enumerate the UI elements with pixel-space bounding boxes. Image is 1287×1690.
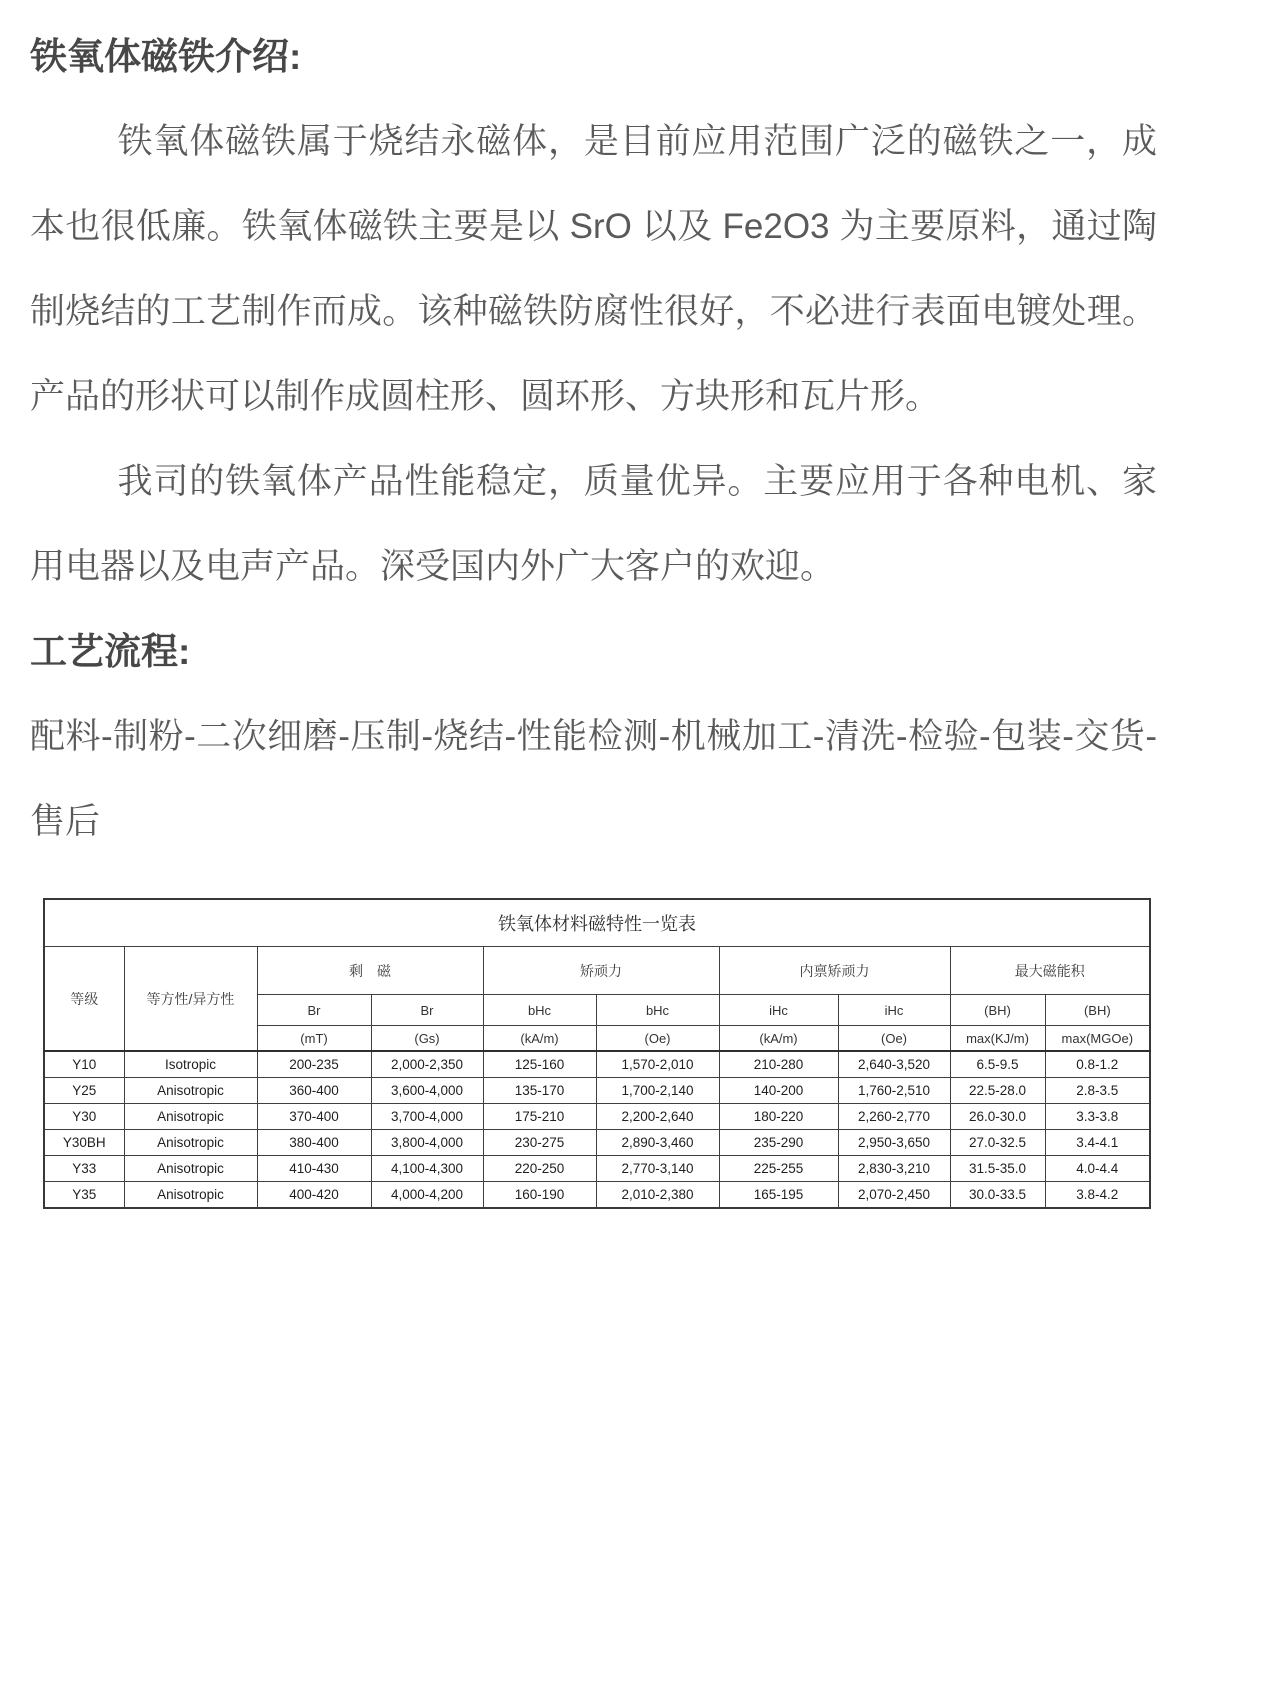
properties-table xyxy=(43,898,1151,1209)
table-cell: Y35 xyxy=(44,1182,124,1209)
table-cell: 225-255 xyxy=(719,1156,838,1182)
table-cell: 2,260-2,770 xyxy=(838,1104,950,1130)
group-header-remanence: 剩 磁 xyxy=(257,947,483,995)
table-cell: 1,760-2,510 xyxy=(838,1078,950,1104)
table-cell: 22.5-28.0 xyxy=(950,1078,1045,1104)
table-cell: 2,770-3,140 xyxy=(596,1156,719,1182)
table-cell: 4,100-4,300 xyxy=(371,1156,483,1182)
process-flow-text: 配料-制粉-二次细磨-压制-烧结-性能检测-机械加工-清洗-检验-包装-交货-售后 xyxy=(30,717,1157,841)
table-cell: 370-400 xyxy=(257,1104,371,1130)
table-cell: 380-400 xyxy=(257,1130,371,1156)
group-header-intrinsic-coercivity: 内禀矫顽力 xyxy=(719,947,950,995)
table-cell: 3,800-4,000 xyxy=(371,1130,483,1156)
table-cell: 6.5-9.5 xyxy=(950,1051,1045,1078)
table-cell: Anisotropic xyxy=(124,1156,257,1182)
unit-bh-mgoe: max(MGOe) xyxy=(1045,1026,1150,1052)
intro-paragraph-1: 铁氧体磁铁属于烧结永磁体，是目前应用范围广泛的磁铁之一，成本也很低廉。铁氧体磁铁主要是以 SrO 以及 Fe2O3 为主要原料，通过陶制烧结的工艺制作而成。该种磁铁防腐性很好，不必进行表面电镀处理。产品的形状可以制作成圆柱形、圆环形、方块形和瓦片形。 xyxy=(30,122,1157,416)
sub-header-ihc-kam: iHc xyxy=(719,995,838,1026)
unit-gs: (Gs) xyxy=(371,1026,483,1052)
table-row xyxy=(44,1104,1150,1130)
table-cell: 2,010-2,380 xyxy=(596,1182,719,1209)
table-cell: 2,890-3,460 xyxy=(596,1130,719,1156)
table-cell: 3,600-4,000 xyxy=(371,1078,483,1104)
header-grade: 等级 xyxy=(44,947,124,1052)
table-cell: 2,950-3,650 xyxy=(838,1130,950,1156)
intro-heading: 铁氧体磁铁介绍: xyxy=(30,36,302,77)
table-cell: 210-280 xyxy=(719,1051,838,1078)
table-cell: 2,640-3,520 xyxy=(838,1051,950,1078)
table-cell: 3,700-4,000 xyxy=(371,1104,483,1130)
process-heading: 工艺流程: xyxy=(30,631,191,672)
table-cell: 3.3-3.8 xyxy=(1045,1104,1150,1130)
table-cell: 160-190 xyxy=(483,1182,596,1209)
sub-header-br-gs: Br xyxy=(371,995,483,1026)
table-cell: Y25 xyxy=(44,1078,124,1104)
table-cell: 2.8-3.5 xyxy=(1045,1078,1150,1104)
table-row xyxy=(44,1051,1150,1078)
table-cell: 230-275 xyxy=(483,1130,596,1156)
table-cell: 0.8-1.2 xyxy=(1045,1051,1150,1078)
table-cell: Anisotropic xyxy=(124,1078,257,1104)
group-header-coercivity: 矫顽力 xyxy=(483,947,719,995)
table-cell: 135-170 xyxy=(483,1078,596,1104)
unit-ihc-kam: (kA/m) xyxy=(719,1026,838,1052)
sub-header-bh-mgoe: (BH) xyxy=(1045,995,1150,1026)
table-cell: Anisotropic xyxy=(124,1130,257,1156)
group-header-max-energy-product: 最大磁能积 xyxy=(950,947,1150,995)
table-cell: 360-400 xyxy=(257,1078,371,1104)
table-cell: 2,200-2,640 xyxy=(596,1104,719,1130)
table-cell: 2,070-2,450 xyxy=(838,1182,950,1209)
table-cell: 30.0-33.5 xyxy=(950,1182,1045,1209)
table-cell: Anisotropic xyxy=(124,1182,257,1209)
table-cell: 235-290 xyxy=(719,1130,838,1156)
unit-bh-kjm: max(KJ/m) xyxy=(950,1026,1045,1052)
unit-mt: (mT) xyxy=(257,1026,371,1052)
table-title: 铁氧体材料磁特性一览表 xyxy=(44,899,1150,947)
table-cell: 180-220 xyxy=(719,1104,838,1130)
table-cell: 165-195 xyxy=(719,1182,838,1209)
table-row xyxy=(44,1182,1150,1209)
table-cell: 175-210 xyxy=(483,1104,596,1130)
table-cell: 4,000-4,200 xyxy=(371,1182,483,1209)
table-body xyxy=(44,1051,1150,1208)
table-cell: 410-430 xyxy=(257,1156,371,1182)
table-cell: Y33 xyxy=(44,1156,124,1182)
table-cell: 31.5-35.0 xyxy=(950,1156,1045,1182)
table-cell: 200-235 xyxy=(257,1051,371,1078)
table-title-row xyxy=(44,899,1150,947)
table-cell: Y10 xyxy=(44,1051,124,1078)
sub-header-bh-kjm: (BH) xyxy=(950,995,1045,1026)
table-row xyxy=(44,1130,1150,1156)
table-cell: 140-200 xyxy=(719,1078,838,1104)
table-cell: 2,000-2,350 xyxy=(371,1051,483,1078)
table-cell: 27.0-32.5 xyxy=(950,1130,1045,1156)
table-cell: Anisotropic xyxy=(124,1104,257,1130)
table-cell: 400-420 xyxy=(257,1182,371,1209)
sub-header-bhc-kam: bHc xyxy=(483,995,596,1026)
table-cell: 26.0-30.0 xyxy=(950,1104,1045,1130)
table-cell: 3.8-4.2 xyxy=(1045,1182,1150,1209)
table-cell: Y30BH xyxy=(44,1130,124,1156)
table-cell: 1,570-2,010 xyxy=(596,1051,719,1078)
table-cell: Y30 xyxy=(44,1104,124,1130)
table-row xyxy=(44,1156,1150,1182)
sub-header-br-mt: Br xyxy=(257,995,371,1026)
table-cell: 2,830-3,210 xyxy=(838,1156,950,1182)
unit-ihc-oe: (Oe) xyxy=(838,1026,950,1052)
intro-paragraph-2: 我司的铁氧体产品性能稳定，质量优异。主要应用于各种电机、家用电器以及电声产品。深受国内外广大客户的欢迎。 xyxy=(30,462,1157,586)
table-cell: Isotropic xyxy=(124,1051,257,1078)
header-isotropy: 等方性/异方性 xyxy=(124,947,257,1052)
unit-bhc-kam: (kA/m) xyxy=(483,1026,596,1052)
table-cell: 220-250 xyxy=(483,1156,596,1182)
table-cell: 4.0-4.4 xyxy=(1045,1156,1150,1182)
table-cell: 3.4-4.1 xyxy=(1045,1130,1150,1156)
table-cell: 125-160 xyxy=(483,1051,596,1078)
table-row xyxy=(44,1078,1150,1104)
sub-header-bhc-oe: bHc xyxy=(596,995,719,1026)
table-group-header-row xyxy=(44,947,1150,995)
table-cell: 1,700-2,140 xyxy=(596,1078,719,1104)
sub-header-ihc-oe: iHc xyxy=(838,995,950,1026)
unit-bhc-oe: (Oe) xyxy=(596,1026,719,1052)
